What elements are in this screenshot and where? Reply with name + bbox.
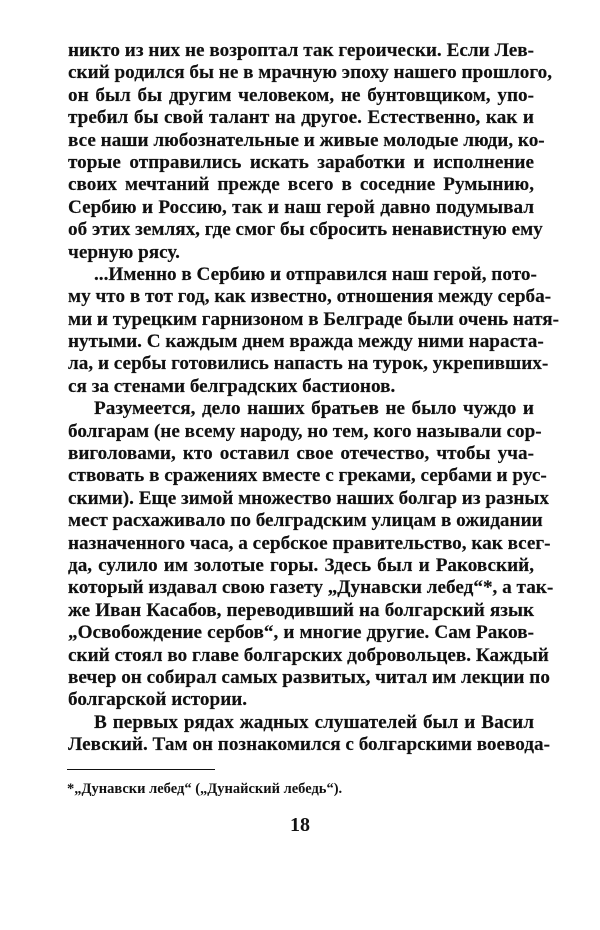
text-line: ...Именно в Сербию и отправился наш герой, пото-: [94, 263, 537, 285]
text-line: да, сулило им золотые горы. Здесь был и Раковский,: [68, 554, 534, 576]
paragraph: [68, 40, 553, 264]
text-line: Сербию и Россию, так и наш герой давно подумывал: [68, 196, 534, 218]
text-line: нутыми. С каждым днем вражда между ними нараста-: [68, 331, 544, 353]
text-line: требил бы свой талант на другое. Естественно, как и: [68, 107, 534, 129]
text-line: ми и турецким гарнизоном в Белграде были очень натя-: [68, 308, 560, 330]
text-line: болгарской истории.: [68, 689, 248, 711]
text-line: мест расхаживало по белградским улицам в ожидании: [68, 510, 543, 532]
body-text: [68, 40, 560, 757]
text-line: вечер он собирал самых развитых, читал им лекции по: [68, 666, 550, 688]
text-line: никто из них не возроптал так героически. Если Лев-: [68, 40, 534, 61]
text-line: же Иван Касабов, переводивший на болгарский язык: [68, 599, 534, 621]
text-line: В первых рядах жадных слушателей был и Васил: [94, 711, 534, 733]
text-line: ский родился бы не в мрачную эпоху нашего прошлого,: [68, 62, 553, 84]
text-line: болгарам (не всему народу, но тем, кого называли сор-: [68, 420, 542, 442]
text-line: он был бы другим человеком, не бунтовщиком, упо-: [68, 84, 534, 106]
page-number: 18: [290, 814, 310, 836]
text-line: своих мечтаний прежде всего в соседние Румынию,: [68, 174, 534, 196]
text-line: черную рясу.: [68, 241, 180, 263]
paragraph: [68, 711, 550, 757]
text-line: все наши любознательные и живые молодые люди, ко-: [68, 129, 545, 151]
text-line: ствовать в сражениях вместе с греками, сербами и рус-: [68, 465, 547, 487]
text-line: Разумеется, дело наших братьев не было чуждо и: [94, 398, 534, 420]
text-line: ла, и сербы готовились напасть на турок, укрепивших-: [68, 353, 549, 375]
text-line: „Освобождение сербов“, и многие другие. Сам Раков-: [68, 622, 534, 644]
text-line: му что в тот год, как известно, отношения между серба-: [68, 286, 552, 308]
text-line: ский стоял во главе болгарских добровольцев. Каждый: [68, 644, 549, 666]
paragraph: [68, 398, 554, 711]
paragraph: [68, 263, 560, 398]
text-line: виголовами, кто оставил свое отечество, чтобы уча-: [68, 443, 534, 465]
text-line: торые отправились искать заработки и исполнение: [68, 151, 534, 173]
text-line: об этих землях, где смог бы сбросить ненавистную ему: [68, 219, 543, 241]
footnote: *„Дунавски лебед“ („Дунайский лебедь“).: [67, 781, 343, 797]
text-line: Левский. Там он познакомился с болгарскими воевода-: [68, 734, 550, 756]
text-line: который издавал свою газету „Дунавски лебед“*, а так-: [68, 577, 554, 599]
footnote-divider: [67, 769, 215, 770]
text-line: скими). Еще зимой множество наших болгар из разных: [68, 487, 549, 509]
text-line: ся за стенами белградских бастионов.: [68, 375, 396, 397]
text-line: назначенного часа, а сербское правительство, как всег-: [68, 532, 551, 554]
